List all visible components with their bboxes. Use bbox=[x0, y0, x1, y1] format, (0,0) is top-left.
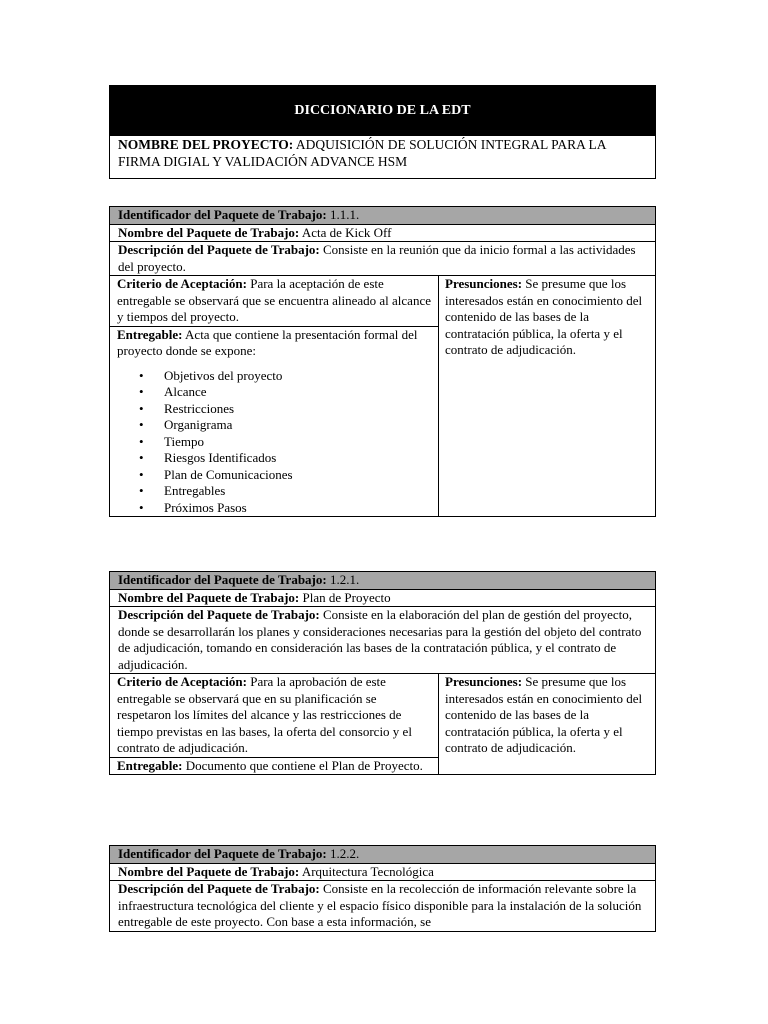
package-name: Arquitectura Tecnológica bbox=[301, 863, 434, 879]
assumptions-text: Se presume que los interesados están en conocimiento del contenido de las bases de la contratación pública, la oferta y el contrato de adjudicación. bbox=[445, 674, 643, 755]
list-item: • Restricciones bbox=[164, 401, 431, 418]
description-label: Descripción del Paquete de Trabajo: bbox=[118, 607, 320, 622]
work-package-table bbox=[109, 206, 656, 517]
package-name-row bbox=[110, 225, 655, 243]
package-id: 1.1.1. bbox=[329, 207, 360, 222]
package-id-row bbox=[110, 572, 655, 590]
deliverable bbox=[110, 327, 438, 517]
assumptions-label: Presunciones: bbox=[445, 674, 523, 689]
work-package-table bbox=[109, 845, 656, 932]
criteria-label: Criterio de Aceptación: bbox=[117, 674, 247, 689]
list-item: • Alcance bbox=[164, 384, 431, 401]
deliverable-label: Entregable: bbox=[117, 757, 183, 773]
list-item: • Plan de Comunicaciones bbox=[164, 467, 431, 484]
package-description-row bbox=[110, 607, 655, 674]
acceptance-criteria bbox=[110, 276, 438, 327]
package-name: Plan de Proyecto bbox=[302, 589, 391, 605]
criteria-assumptions-row bbox=[110, 674, 655, 774]
deliverable-list bbox=[117, 368, 431, 517]
assumptions bbox=[439, 276, 655, 516]
acceptance-criteria bbox=[110, 674, 438, 758]
list-item: • Tiempo bbox=[164, 434, 431, 451]
criteria-text: Para la aceptación de este entregable se observará que se encuentra alineado al alcance y tiempos del proyecto. bbox=[117, 276, 431, 324]
package-id-row bbox=[110, 207, 655, 225]
id-label: Identificador del Paquete de Trabajo: bbox=[118, 207, 327, 222]
project-name bbox=[110, 136, 655, 171]
assumptions-label: Presunciones: bbox=[445, 276, 523, 291]
list-item: • Objetivos del proyecto bbox=[164, 368, 431, 385]
work-package-table bbox=[109, 571, 656, 775]
list-item: • Organigrama bbox=[164, 417, 431, 434]
package-description-row bbox=[110, 881, 655, 931]
package-id: 1.2.2. bbox=[329, 846, 360, 861]
deliverable-label: Entregable: bbox=[117, 326, 183, 342]
package-name: Acta de Kick Off bbox=[301, 224, 392, 240]
package-description: Consiste en la reunión que da inicio formal a las actividades del proyecto. bbox=[118, 242, 636, 274]
name-label: Nombre del Paquete de Trabajo: bbox=[118, 589, 300, 605]
deliverable bbox=[110, 758, 438, 775]
package-id: 1.2.1. bbox=[329, 572, 360, 587]
package-name-row bbox=[110, 864, 655, 882]
package-description: Consiste en la recolección de información relevante sobre la infraestructura tecnológica del cliente y el espacio físico disponible para la instalación de la solución entregable de este proyecto. Con base a esta información, se bbox=[118, 881, 642, 929]
criteria-label: Criterio de Aceptación: bbox=[117, 276, 247, 291]
project-value: ADQUISICIÓN DE SOLUCIÓN INTEGRAL PARA LA FIRMA DIGIAL Y VALIDACIÓN ADVANCE HSM bbox=[118, 137, 606, 169]
package-description: Consiste en la elaboración del plan de gestión del proyecto, donde se desarrollarán los planes y consideraciones necesarias para la gestión del objeto del contrato de adjudicación, tomando en consideración las bases de la contratación pública, y el contrato de adjudicación. bbox=[118, 607, 642, 672]
assumptions bbox=[439, 674, 655, 774]
deliverable-text: Documento que contiene el Plan de Proyecto. bbox=[185, 757, 423, 773]
id-label: Identificador del Paquete de Trabajo: bbox=[118, 572, 327, 587]
criteria-text: Para la aprobación de este entregable se observará que en su planificación se respetaron los límites del alcance y las restricciones de tiempo previstas en las bases, la oferta del consorcio y el contrato de adjudicación. bbox=[117, 674, 412, 755]
package-name-row bbox=[110, 590, 655, 608]
criteria-assumptions-row bbox=[110, 276, 655, 516]
project-label: NOMBRE DEL PROYECTO: bbox=[118, 137, 294, 152]
list-item: • Entregables bbox=[164, 483, 431, 500]
description-label: Descripción del Paquete de Trabajo: bbox=[118, 242, 320, 257]
description-label: Descripción del Paquete de Trabajo: bbox=[118, 881, 320, 896]
deliverable-text: Acta que contiene la presentación formal del proyecto donde se expone: bbox=[117, 326, 418, 358]
document-header bbox=[109, 85, 656, 179]
name-label: Nombre del Paquete de Trabajo: bbox=[118, 224, 300, 240]
package-description-row bbox=[110, 242, 655, 276]
id-label: Identificador del Paquete de Trabajo: bbox=[118, 846, 327, 861]
list-item: • Riesgos Identificados bbox=[164, 450, 431, 467]
name-label: Nombre del Paquete de Trabajo: bbox=[118, 863, 300, 879]
list-item: • Próximos Pasos bbox=[164, 500, 431, 517]
package-id-row bbox=[110, 846, 655, 864]
document-title: DICCIONARIO DE LA EDT bbox=[110, 86, 655, 136]
assumptions-text: Se presume que los interesados están en conocimiento del contenido de las bases de la contratación pública, la oferta y el contrato de adjudicación. bbox=[445, 276, 643, 357]
